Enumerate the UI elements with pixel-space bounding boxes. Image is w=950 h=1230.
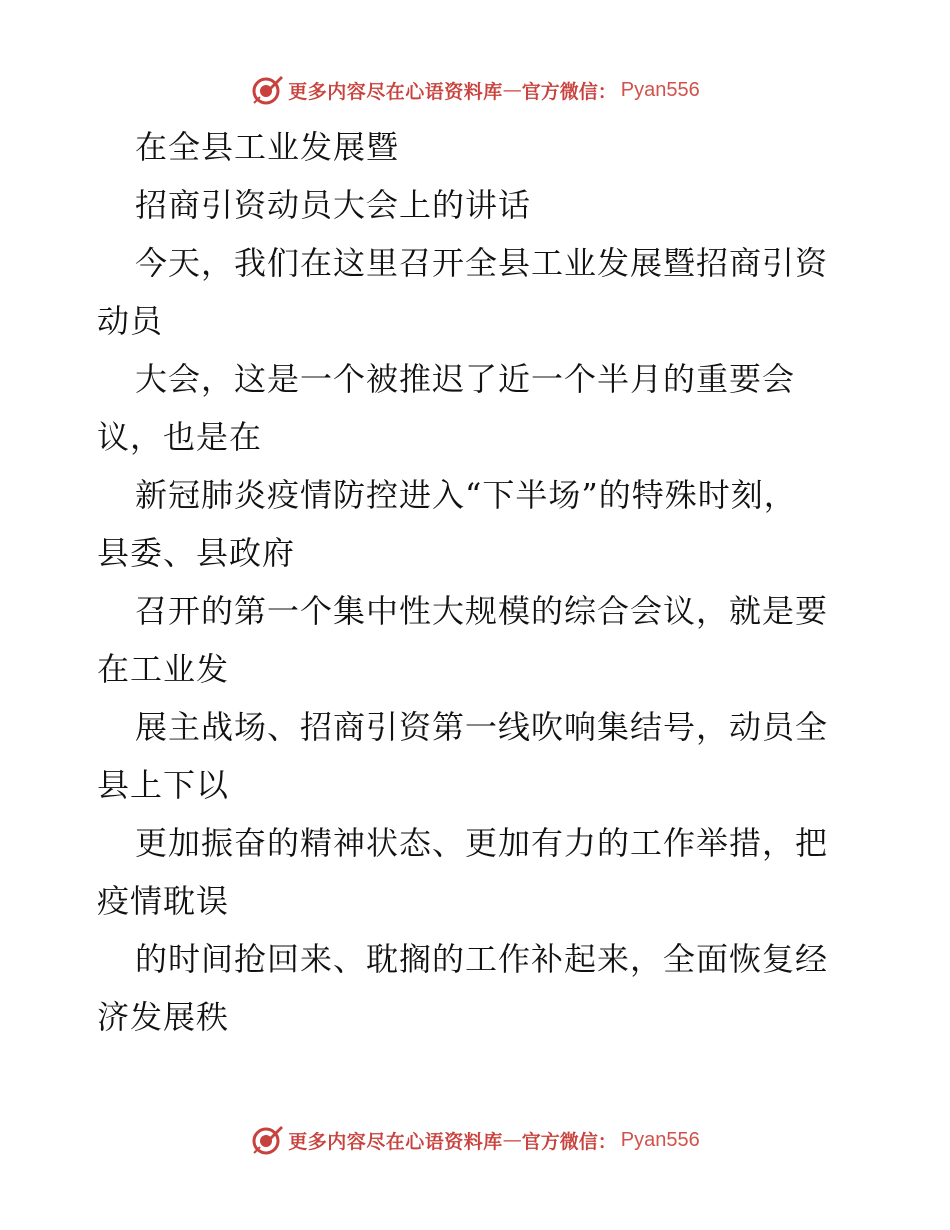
doc-line: 新冠肺炎疫情防控进入“下半场”的特殊时刻，	[135, 476, 797, 514]
quill-pen-logo-icon	[250, 73, 284, 107]
doc-line: 的时间抢回来、耽搁的工作补起来，全面恢复经	[135, 940, 829, 978]
banner-dash: —	[502, 1129, 522, 1151]
header-banner	[0, 70, 950, 110]
document-body	[97, 118, 857, 1046]
footer-banner	[0, 1120, 950, 1160]
banner-wechat-label: 官方微信：	[521, 80, 617, 103]
quill-pen-logo-icon	[250, 1123, 284, 1157]
doc-line: 在全县工业发展暨	[135, 128, 400, 166]
banner-wechat-id: Pyan556	[620, 1128, 700, 1151]
banner-dash: —	[502, 79, 522, 101]
banner-wechat-label: 官方微信：	[521, 1130, 617, 1153]
doc-line: 议，也是在	[97, 418, 263, 456]
doc-line: 今天，我们在这里召开全县工业发展暨招商引资	[135, 244, 829, 282]
banner-wechat-id: Pyan556	[620, 78, 700, 101]
banner-title: 更多内容尽在心语资料库	[288, 80, 503, 103]
doc-line: 大会，这是一个被推迟了近一个半月的重要会	[135, 360, 796, 398]
doc-line: 更加振奋的精神状态、更加有力的工作举措，把	[135, 824, 829, 862]
doc-line: 县上下以	[97, 766, 230, 804]
doc-line: 在工业发	[97, 650, 230, 688]
banner-title: 更多内容尽在心语资料库	[288, 1130, 503, 1153]
doc-line: 动员	[97, 302, 164, 340]
doc-line: 济发展秩	[97, 998, 230, 1036]
doc-line: 召开的第一个集中性大规模的综合会议，就是要	[135, 592, 829, 630]
doc-line: 招商引资动员大会上的讲话	[135, 186, 532, 224]
doc-line: 疫情耽误	[97, 882, 230, 920]
doc-line: 县委、县政府	[97, 534, 296, 572]
doc-line: 展主战场、招商引资第一线吹响集结号，动员全	[135, 708, 829, 746]
